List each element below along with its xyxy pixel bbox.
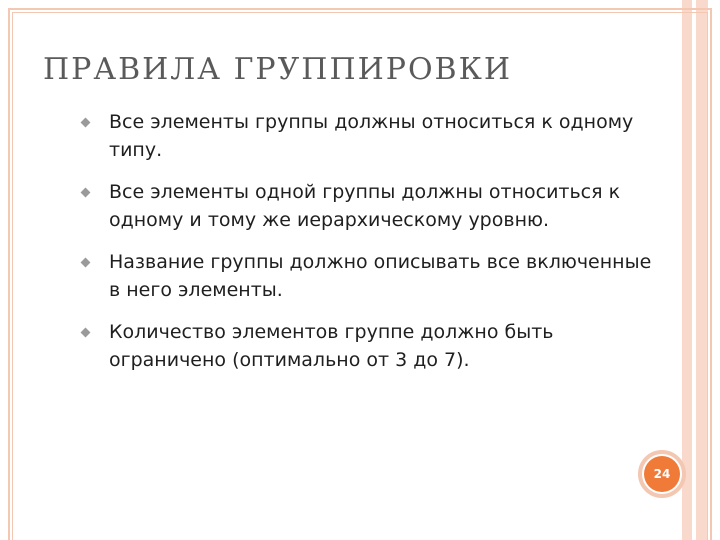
- bullet-item: [80, 248, 660, 304]
- bullet-item: [80, 178, 660, 234]
- bullet-item: [80, 108, 660, 164]
- bullet-diamond-icon: [81, 328, 91, 338]
- bullet-diamond-icon: [81, 188, 91, 198]
- bullet-diamond-icon: [81, 258, 91, 268]
- bullet-item: [80, 318, 660, 374]
- bullet-text: Название группы должно описывать все включенные в него элементы.: [109, 251, 652, 301]
- bullet-text: Количество элементов группе должно быть ограничено (оптимально от 3 до 7).: [109, 321, 554, 371]
- bullet-list: [80, 108, 660, 374]
- page-number-badge: [638, 450, 686, 498]
- bullet-text: Все элементы одной группы должны относиться к одному и тому же иерархическому уровню.: [109, 181, 621, 231]
- bullet-diamond-icon: [81, 118, 91, 128]
- slide-title: ПРАВИЛА ГРУППИРОВКИ: [43, 52, 512, 87]
- page-number: 24: [644, 456, 680, 492]
- bullet-text: Все элементы группы должны относиться к одному типу.: [109, 111, 634, 161]
